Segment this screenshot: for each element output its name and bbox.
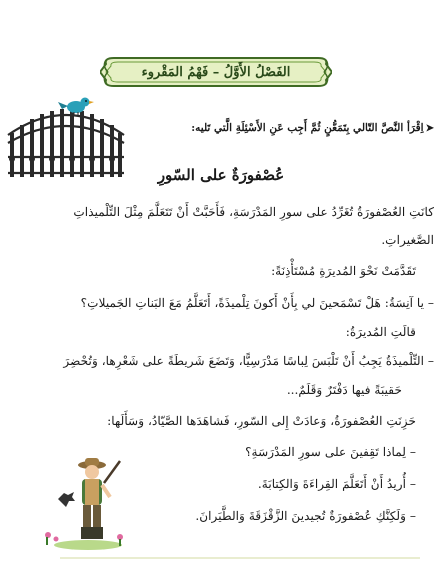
story-line: الصَّغيراتِ. xyxy=(381,233,434,247)
story-line: حَزِنَتِ العُصْفورَةُ، وَعادَتْ إِلى السّورِ، فَشاهَدَها الصَّيّادُ، وَسَأَلَها: xyxy=(107,414,416,428)
story-line: قالَتِ المُديرَةُ: xyxy=(345,325,416,339)
instruction xyxy=(154,122,434,134)
bottom-divider xyxy=(60,557,420,559)
hunter-icon xyxy=(40,455,130,550)
instruction-text: اِقْرَأ النَّصَّ التّالي بِتَمَعُّنٍ ثُمَّ أَجِب عَنِ الأَسْئِلَةِ الَّتي تَليه: xyxy=(191,122,424,134)
story-line: – أُريدُ أَنْ أَتَعَلَّمَ القِراءَةَ وَالكِتابَةَ. xyxy=(257,477,416,491)
story-line: – يا آنِسَةُ: هَلْ تَسْمَحينَ لي بِأَنْ أَكونَ تِلْميذَةً، أَتَعَلَّمُ مَعَ البَناتِ الجَميلاتِ؟ xyxy=(80,296,434,310)
story-line: تَقَدَّمَتْ نَحْوَ المُديرَةِ مُسْتَأْذِنَةً: xyxy=(271,264,416,278)
hunter-illustration xyxy=(40,455,130,554)
chapter-banner xyxy=(100,52,332,92)
story-line: – التِّلْميذَةُ يَجِبُ أَنْ تَلْبَسَ لِباسًا مَدْرَسِيًّا، وَتَضَعَ شَريطَةً على شَعْرِها، وَتُحْضِرَ xyxy=(63,354,434,368)
story-line: حَقيبَةً فيها دَفْتَرٌ وَقَلَمٌ... xyxy=(286,383,402,397)
story-line: – لِماذا تَقِفينَ على سورِ المَدْرَسَةِ؟ xyxy=(245,445,416,459)
story-line: – وَلَكِنَّكِ عُصْفورَةٌ تُجيدينَ الزَّقْزَقَةَ وَالطَّيَرانَ. xyxy=(195,509,416,523)
story-line: كانَتِ العُصْفورَةُ تُغَرِّدُ على سورِ المَدْرَسَةِ، فَأَحَبَّتْ أَنْ تَتَعَلَّمَ مِثْلَ التِّلْميذاتِ xyxy=(73,205,434,219)
story-title: عُصْفورَةٌ على السّورِ xyxy=(157,166,285,184)
chapter-title: الفَصْلُ الأَوَّلُ – فَهْمُ المَقْروء xyxy=(141,64,291,80)
arrow-icon: ➤ xyxy=(425,123,434,134)
dog-icon xyxy=(58,492,75,507)
